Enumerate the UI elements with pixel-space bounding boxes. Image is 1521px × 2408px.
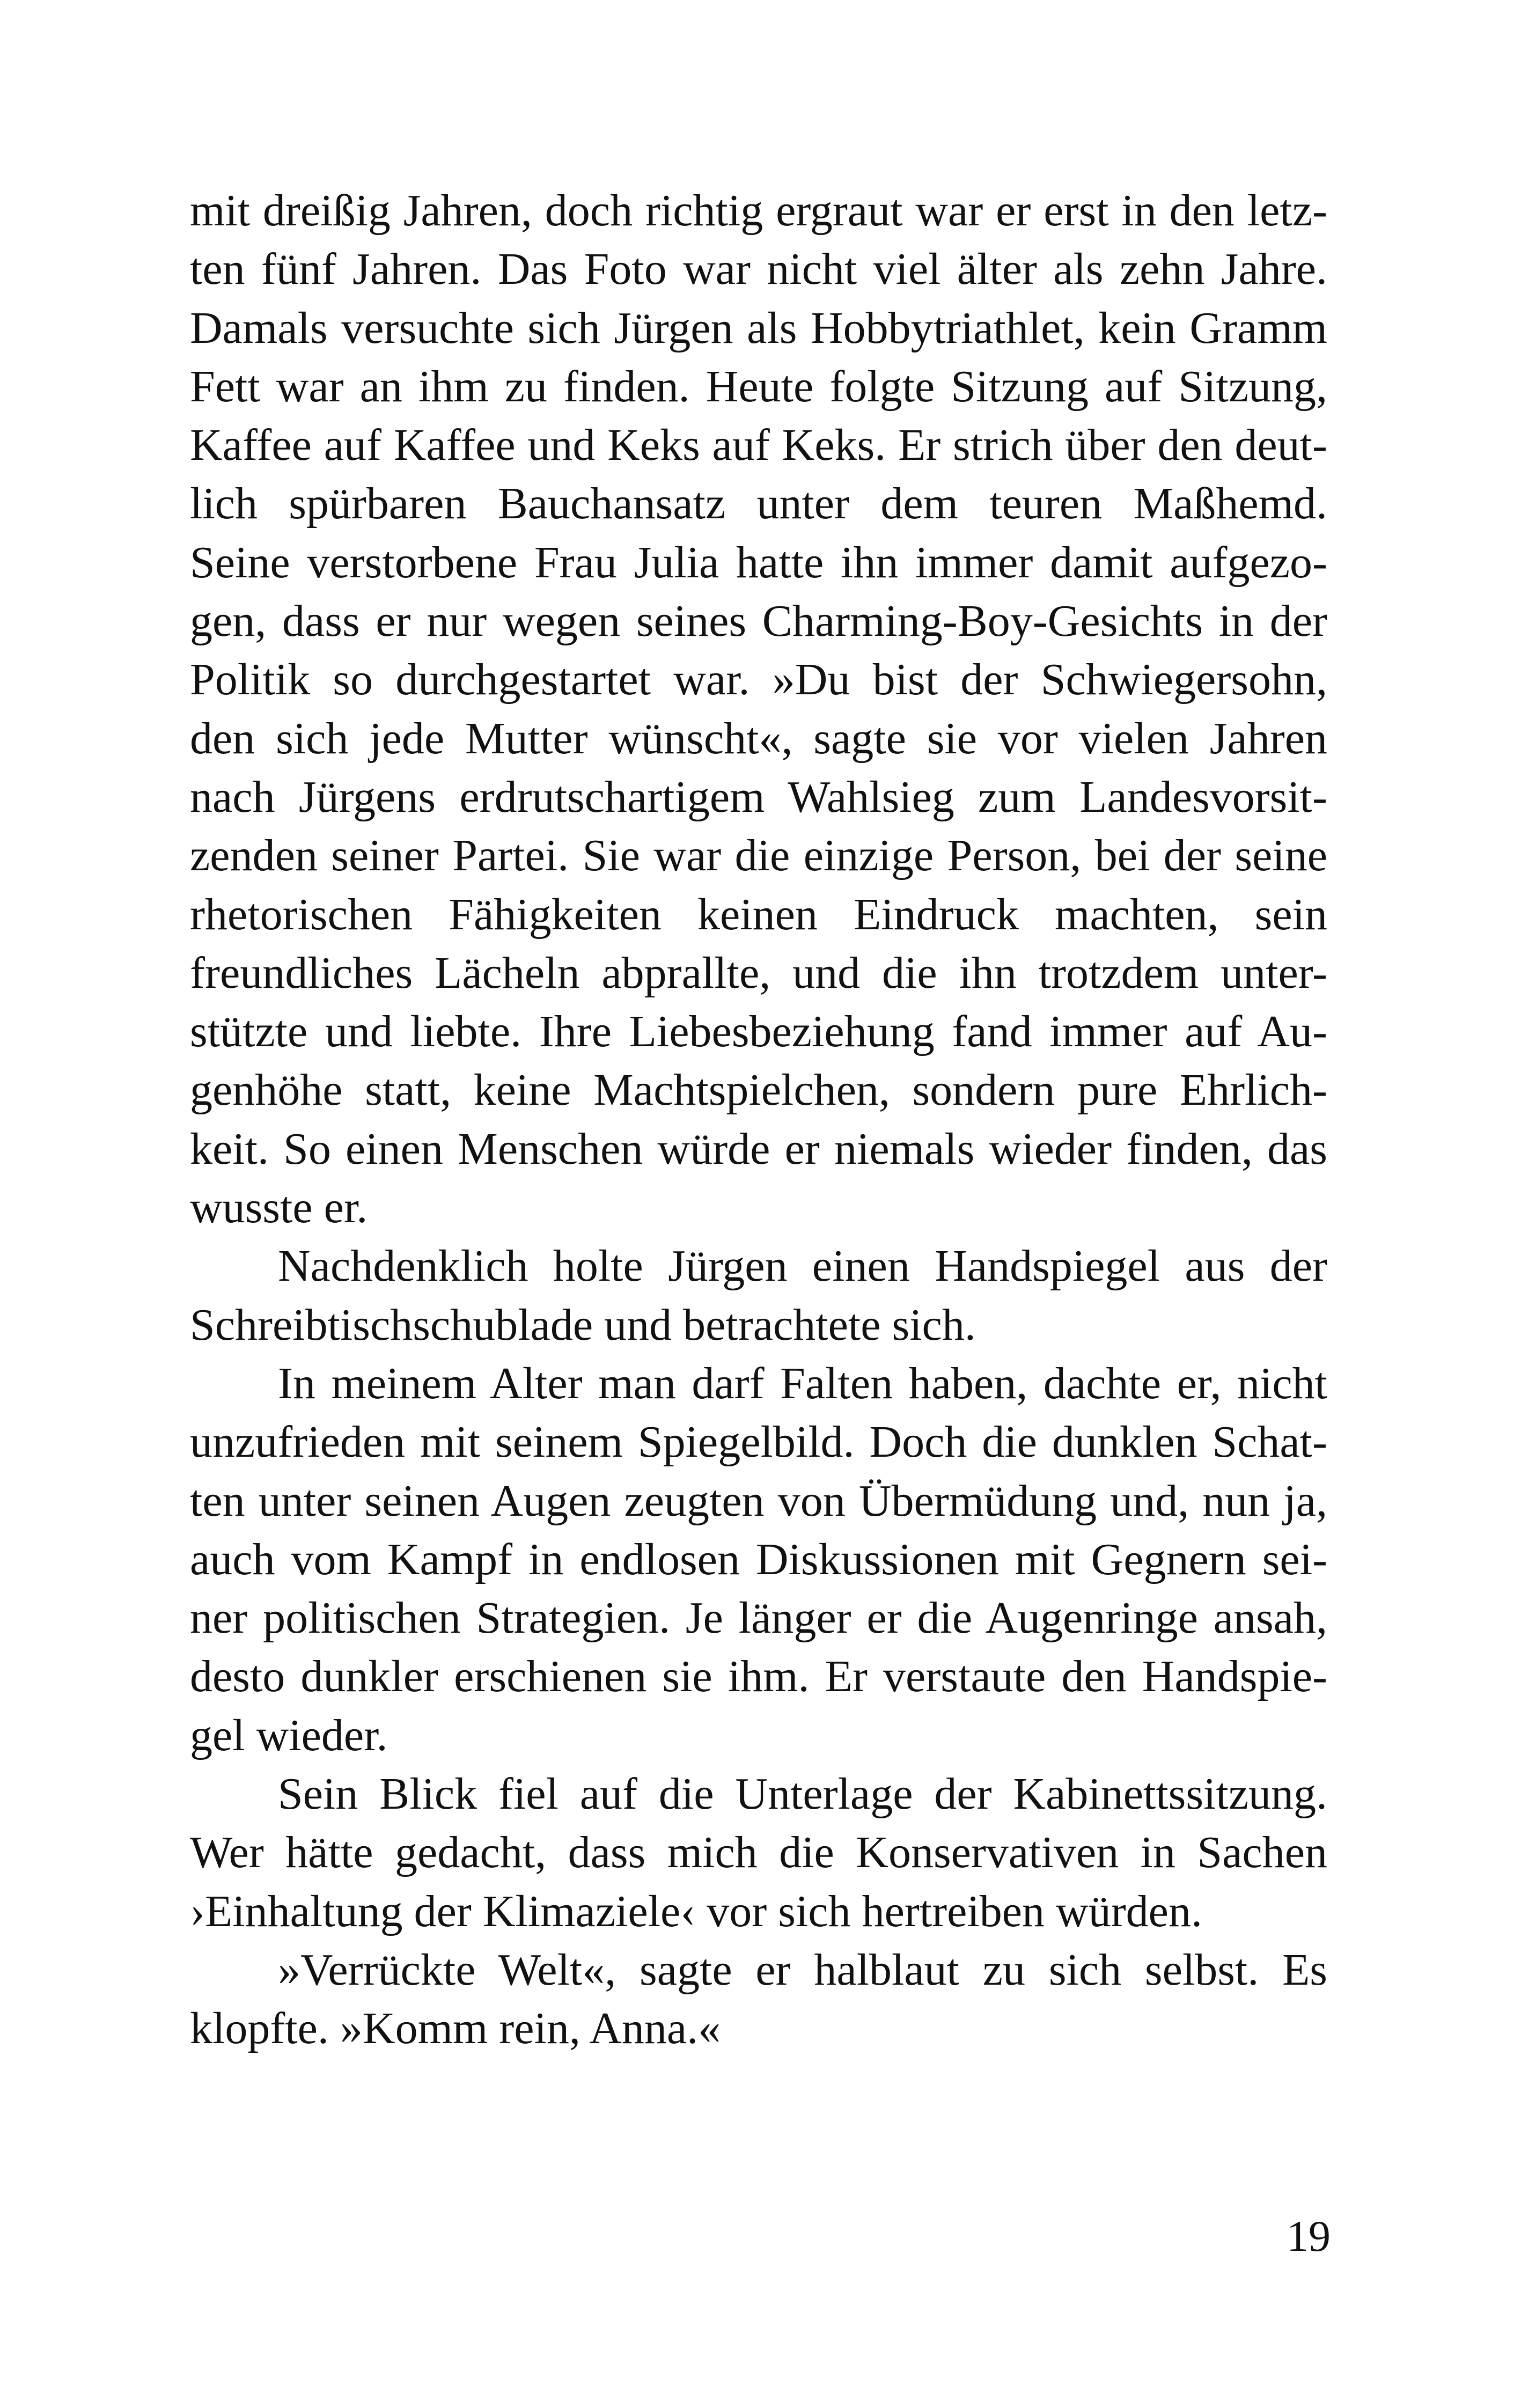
- text-line: Schreibtischschublade und betrachtete sich.: [190, 1300, 976, 1350]
- text-line: auch vom Kampf in endlosen Diskussionen mit Gegnern sei-: [190, 1534, 1327, 1584]
- text-line: Kaffee auf Kaffee und Keks auf Keks. Er strich über den deut-: [190, 420, 1327, 471]
- text-line: keit. So einen Menschen würde er niemals wieder finden, das: [190, 1124, 1327, 1174]
- text-line: gen, dass er nur wegen seines Charming-Boy-Gesichts in der: [190, 596, 1327, 647]
- text-line: den sich jede Mutter wünscht«, sagte sie vor vielen Jahren: [190, 713, 1327, 763]
- text-line: rhetorischen Fähigkeiten keinen Eindruck machten, sein: [190, 889, 1327, 939]
- text-line: freundliches Lächeln abprallte, und die ihn trotzdem unter-: [190, 948, 1327, 998]
- text-line: ner politischen Strategien. Je länger er die Augenringe ansah,: [190, 1593, 1327, 1643]
- text-line: genhöhe statt, keine Machtspielchen, sondern pure Ehrlich-: [190, 1065, 1327, 1115]
- text-line: In meinem Alter man darf Falten haben, dachte er, nicht: [278, 1358, 1327, 1408]
- text-line: nach Jürgens erdrutschartigem Wahlsieg zum Landesvorsit-: [190, 772, 1327, 822]
- text-line: klopfte. »Komm rein, Anna.«: [190, 2003, 721, 2054]
- body-text: [190, 181, 1327, 2058]
- text-line: Damals versuchte sich Jürgen als Hobbytriathlet, kein Gramm: [190, 303, 1327, 353]
- text-line: ›Einhaltung der Klimaziele‹ vor sich hertreiben würden.: [190, 1886, 1202, 1936]
- text-line: Nachdenklich holte Jürgen einen Handspiegel aus der: [278, 1241, 1327, 1291]
- text-line: stützte und liebte. Ihre Liebesbeziehung fand immer auf Au-: [190, 1007, 1327, 1057]
- text-line: gel wieder.: [190, 1710, 388, 1760]
- text-line: Wer hätte gedacht, dass mich die Konservativen in Sachen: [190, 1827, 1327, 1878]
- text-line: zenden seiner Partei. Sie war die einzige Person, bei der seine: [190, 831, 1327, 881]
- text-line: Sein Blick fiel auf die Unterlage der Kabinettssitzung.: [278, 1769, 1327, 1819]
- text-line: Politik so durchgestartet war. »Du bist der Schwiegersohn,: [190, 655, 1327, 705]
- text-line: Seine verstorbene Frau Julia hatte ihn immer damit aufgezo-: [190, 537, 1327, 588]
- text-line: desto dunkler erschienen sie ihm. Er verstaute den Handspie-: [190, 1651, 1327, 1702]
- page-number: 19: [1287, 2212, 1331, 2260]
- text-line: mit dreißig Jahren, doch richtig ergraut war er erst in den letz-: [190, 186, 1327, 236]
- text-line: »Verrückte Welt«, sagte er halblaut zu sich selbst. Es: [278, 1944, 1327, 1995]
- text-line: wusste er.: [190, 1183, 368, 1233]
- text-line: ten unter seinen Augen zeugten von Übermüdung und, nun ja,: [190, 1475, 1327, 1526]
- text-line: lich spürbaren Bauchansatz unter dem teuren Maßhemd.: [190, 479, 1327, 529]
- text-line: Fett war an ihm zu finden. Heute folgte Sitzung auf Sitzung,: [190, 361, 1327, 412]
- text-line: ten fünf Jahren. Das Foto war nicht viel älter als zehn Jahre.: [190, 244, 1327, 295]
- text-line: unzufrieden mit seinem Spiegelbild. Doch die dunklen Schat-: [190, 1417, 1327, 1467]
